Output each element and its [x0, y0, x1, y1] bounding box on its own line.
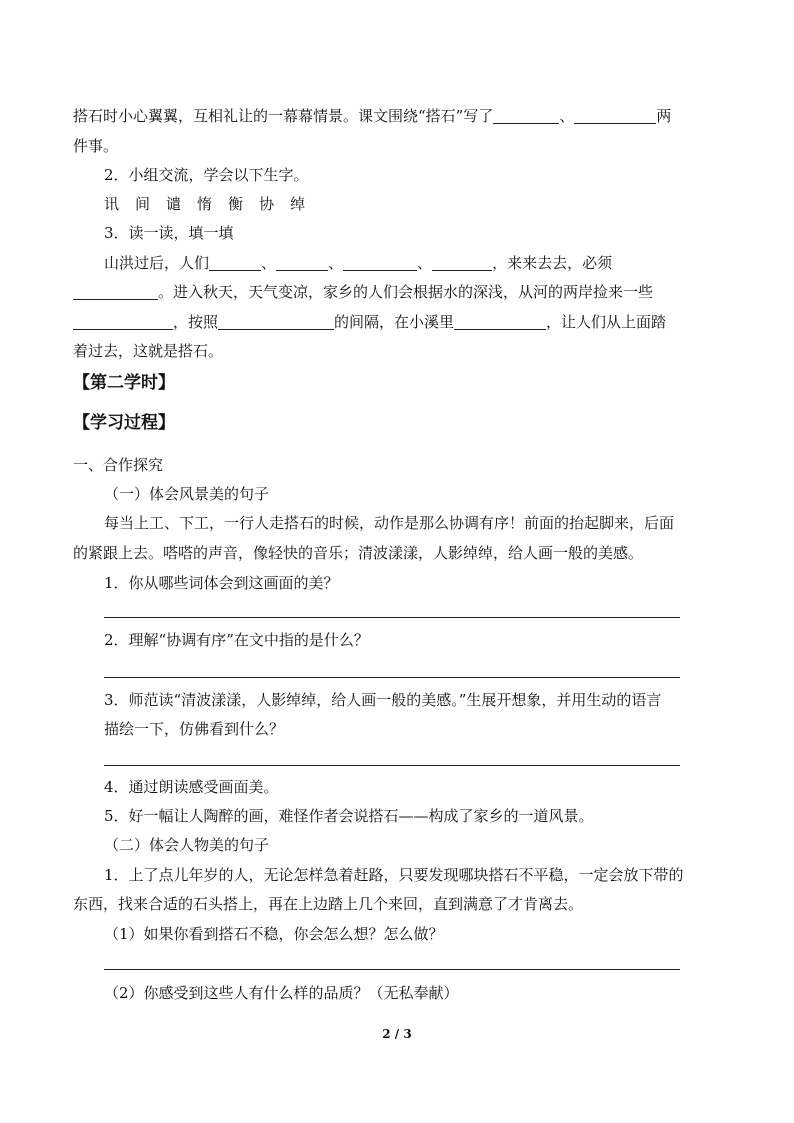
subsection-title: （一）体会风景美的句子	[104, 485, 270, 503]
answer-line[interactable]	[104, 677, 680, 678]
answer-blank[interactable]	[276, 255, 328, 271]
question-2: 2．小组交流，学会以下生字。	[104, 166, 309, 184]
answer-line[interactable]	[104, 969, 680, 970]
paragraph-line: 东西，找来合适的石头搭上，再在上边踏上几个来回，直到满意了才肯离去。	[73, 895, 584, 913]
separator: 、	[328, 254, 344, 272]
text-line: 着过去，这就是搭石。	[73, 342, 224, 360]
fill-line	[104, 253, 612, 273]
answer-blank[interactable]	[343, 255, 417, 271]
page-number: 2 / 3	[382, 1027, 412, 1041]
subsection-title: （二）体会人物美的句子	[104, 836, 270, 854]
text-fragment: 山洪过后，人们	[104, 254, 210, 272]
question-3-cont: 描绘一下，仿佛看到什么？	[104, 720, 285, 738]
section-title: 一、合作探究	[73, 456, 164, 474]
lesson-heading: 【第二学时】	[73, 373, 175, 393]
separator: 、	[417, 254, 433, 272]
separator: 、	[261, 254, 277, 272]
paragraph-line: 的紧跟上去。嗒嗒的声音，像轻快的音乐；清波漾漾，人影绰绰，给人画一般的美感。	[73, 544, 644, 562]
answer-blank[interactable]	[432, 255, 492, 271]
character-list	[104, 194, 321, 214]
question-3: 3．师范读“清波漾漾，人影绰绰，给人画一般的美感。”生展开想象，并用生动的语言	[104, 691, 662, 709]
answer-blank[interactable]	[454, 314, 546, 330]
character: 绰	[290, 195, 306, 213]
fill-line	[73, 312, 666, 332]
character: 间	[135, 195, 151, 213]
character: 协	[259, 195, 275, 213]
question-2: 2．理解“协调有序”在文中指的是什么？	[104, 631, 369, 649]
answer-blank[interactable]	[73, 284, 158, 300]
text-fragment: 搭石时小心翼翼，互相礼让的一幕幕情景。课文围绕“搭石”写了	[73, 107, 494, 125]
text-fragment: ，按照	[173, 313, 219, 331]
text-fragment: 的间隔，在小溪里	[334, 313, 455, 331]
paragraph-line: 每当上工、下工，一行人走搭石的时候，动作是那么协调有序！前面的抬起脚来，后面	[104, 514, 675, 532]
question-1: 1．你从哪些词体会到这画面的美？	[104, 574, 339, 592]
character: 谴	[166, 195, 182, 213]
text-fragment: 。进入秋天，天气变凉，家乡的人们会根据水的深浅，从河的两岸捡来一些	[158, 283, 654, 301]
answer-blank[interactable]	[218, 314, 334, 330]
sub-question-2: （2）你感受到这些人有什么样的品质？（无私奉献）	[104, 984, 459, 1002]
answer-blank[interactable]	[574, 108, 656, 124]
text-fragment: ，来来去去，必须	[492, 254, 613, 272]
answer-line[interactable]	[104, 765, 680, 766]
text-fragment: 两	[656, 107, 672, 125]
question-5: 5．好一幅让人陶醉的画，难怪作者会说搭石——构成了家乡的一道风景。	[104, 807, 594, 825]
character: 讯	[104, 195, 120, 213]
text-fragment: ，让人们从上面踏	[546, 313, 667, 331]
answer-blank[interactable]	[493, 108, 559, 124]
text-line: 件事。	[73, 137, 119, 155]
fill-line	[73, 282, 653, 302]
answer-line[interactable]	[104, 617, 680, 618]
text-fragment: 、	[559, 107, 575, 125]
character: 衡	[228, 195, 244, 213]
character: 惰	[197, 195, 213, 213]
answer-blank[interactable]	[73, 314, 173, 330]
text-line	[73, 106, 671, 126]
question-3: 3．读一读，填一填	[104, 224, 234, 242]
question-4: 4．通过朗读感受画面美。	[104, 778, 279, 796]
sub-question-1: （1）如果你看到搭石不稳，你会怎么想？怎么做？	[104, 925, 444, 943]
paragraph-line: 1．上了点儿年岁的人，无论怎样急着赶路，只要发现哪块搭石不平稳，一定会放下带的	[104, 866, 684, 884]
answer-blank[interactable]	[209, 255, 261, 271]
process-heading: 【学习过程】	[73, 413, 175, 433]
